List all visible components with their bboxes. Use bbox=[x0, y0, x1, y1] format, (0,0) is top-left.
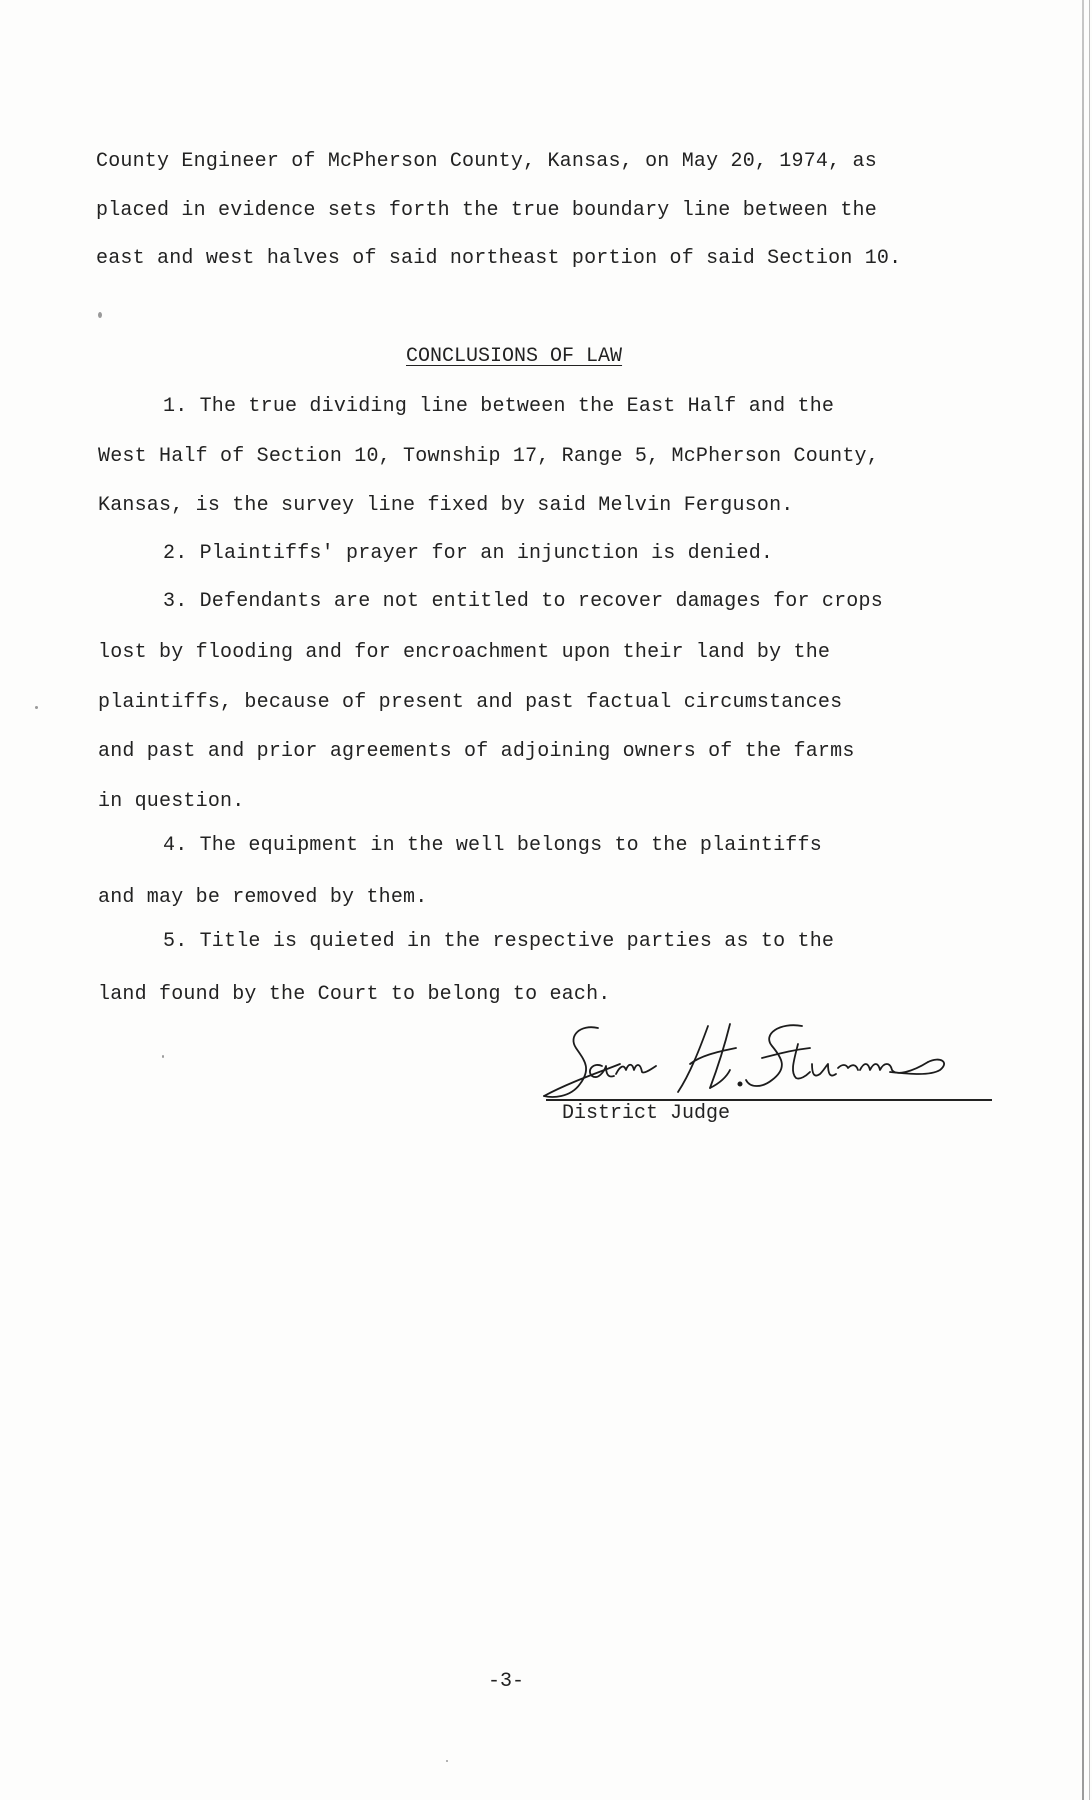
scan-speck bbox=[98, 312, 102, 318]
signature-title: District Judge bbox=[562, 1102, 731, 1125]
scan-speck bbox=[35, 706, 38, 709]
judge-signature bbox=[540, 1018, 1000, 1108]
conclusion-2-line-1: 2. Plaintiffs' prayer for an injunction is denied. bbox=[163, 542, 774, 565]
conclusion-5-line-1: 5. Title is quieted in the respective parties as to the bbox=[163, 930, 835, 953]
intro-line-2: placed in evidence sets forth the true boundary line between the bbox=[96, 199, 877, 222]
conclusion-1-line-2: West Half of Section 10, Township 17, Range 5, McPherson County, bbox=[98, 445, 879, 468]
conclusion-4-line-1: 4. The equipment in the well belongs to the plaintiffs bbox=[163, 834, 822, 857]
conclusion-1-line-1: 1. The true dividing line between the East Half and the bbox=[163, 395, 835, 418]
conclusion-1-line-3: Kansas, is the survey line fixed by said Melvin Ferguson. bbox=[98, 494, 794, 517]
conclusion-3-line-3: plaintiffs, because of present and past factual circumstances bbox=[98, 691, 843, 714]
page-number: -3- bbox=[488, 1670, 525, 1693]
page-edge-line bbox=[1089, 0, 1090, 1800]
intro-line-3: east and west halves of said northeast portion of said Section 10. bbox=[96, 247, 902, 270]
conclusion-4-line-2: and may be removed by them. bbox=[98, 886, 428, 909]
signature-line bbox=[546, 1099, 992, 1101]
conclusion-3-line-4: and past and prior agreements of adjoining owners of the farms bbox=[98, 740, 855, 763]
section-heading: CONCLUSIONS OF LAW bbox=[406, 345, 623, 368]
conclusion-3-line-5: in question. bbox=[98, 790, 245, 813]
intro-line-1: County Engineer of McPherson County, Kansas, on May 20, 1974, as bbox=[96, 150, 877, 173]
conclusion-3-line-1: 3. Defendants are not entitled to recover damages for crops bbox=[163, 590, 883, 613]
scan-speck bbox=[162, 1055, 164, 1058]
scan-speck bbox=[446, 1760, 448, 1762]
conclusion-5-line-2: land found by the Court to belong to each. bbox=[98, 983, 611, 1006]
page-edge-shadow bbox=[1082, 0, 1084, 1800]
conclusion-3-line-2: lost by flooding and for encroachment upon their land by the bbox=[98, 641, 831, 664]
